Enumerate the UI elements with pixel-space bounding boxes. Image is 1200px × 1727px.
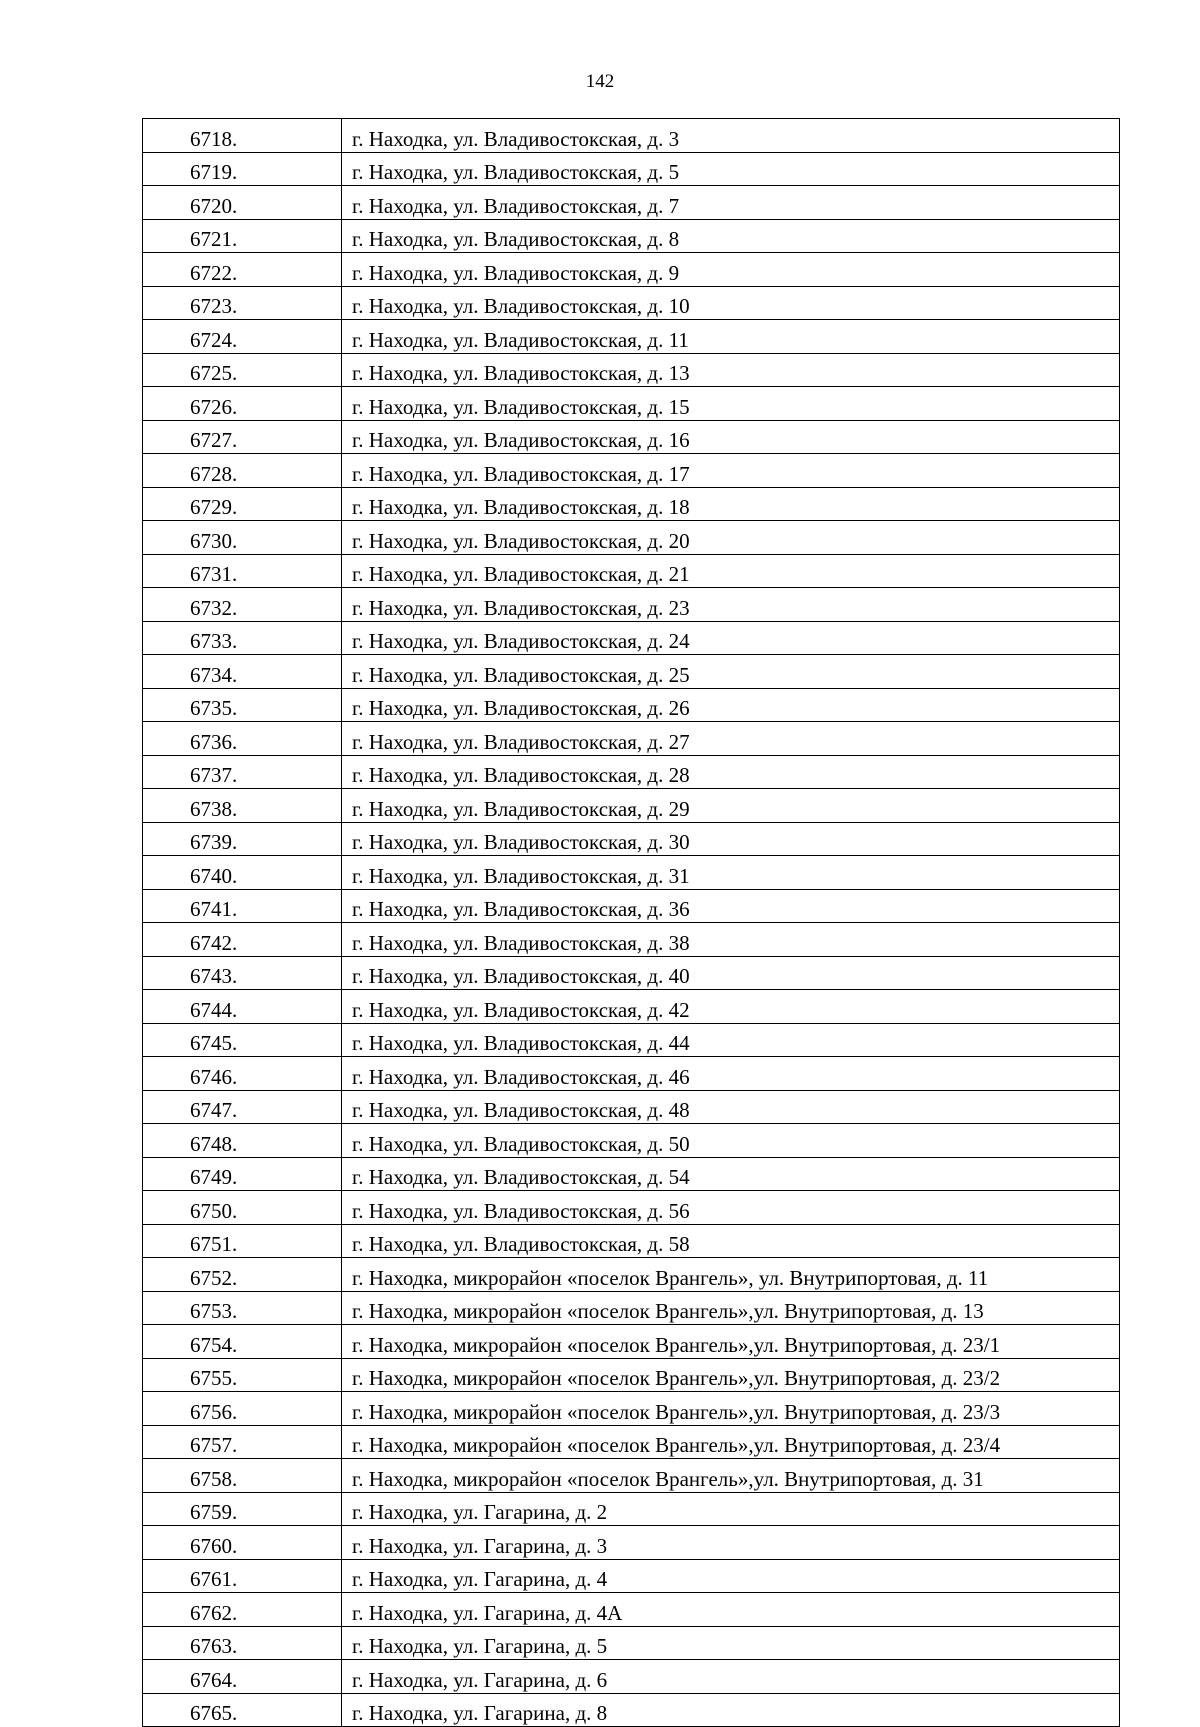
address-cell: г. Находка, ул. Владивостокская, д. 7 — [342, 186, 1120, 220]
row-number-cell: 6742. — [143, 923, 342, 957]
table-row — [143, 923, 1120, 957]
table-row — [143, 1425, 1120, 1459]
row-number-cell: 6744. — [143, 990, 342, 1024]
address-cell: г. Находка, ул. Владивостокская, д. 48 — [342, 1090, 1120, 1124]
table-row — [143, 789, 1120, 823]
address-cell: г. Находка, ул. Владивостокская, д. 15 — [342, 387, 1120, 421]
row-number-cell: 6722. — [143, 253, 342, 287]
table-row — [143, 186, 1120, 220]
row-number-cell: 6726. — [143, 387, 342, 421]
table-row — [143, 1291, 1120, 1325]
table-row — [143, 1057, 1120, 1091]
address-cell: г. Находка, ул. Владивостокская, д. 13 — [342, 353, 1120, 387]
table-row — [143, 454, 1120, 488]
address-cell: г. Находка, ул. Владивостокская, д. 8 — [342, 219, 1120, 253]
table-row — [143, 353, 1120, 387]
table-row — [143, 253, 1120, 287]
row-number-cell: 6730. — [143, 521, 342, 555]
address-cell: г. Находка, микрорайон «поселок Врангель»,ул. Внутрипортовая, д. 13 — [342, 1291, 1120, 1325]
address-cell: г. Находка, ул. Владивостокская, д. 5 — [342, 152, 1120, 186]
row-number-cell: 6731. — [143, 554, 342, 588]
table-row — [143, 1157, 1120, 1191]
address-cell: г. Находка, ул. Владивостокская, д. 20 — [342, 521, 1120, 555]
table-row — [143, 1593, 1120, 1627]
address-cell: г. Находка, микрорайон «поселок Врангель»,ул. Внутрипортовая, д. 23/2 — [342, 1358, 1120, 1392]
table-row — [143, 1660, 1120, 1694]
table-row — [143, 956, 1120, 990]
row-number-cell: 6755. — [143, 1358, 342, 1392]
address-cell: г. Находка, ул. Владивостокская, д. 44 — [342, 1023, 1120, 1057]
row-number-cell: 6764. — [143, 1660, 342, 1694]
address-cell: г. Находка, микрорайон «поселок Врангель»,ул. Внутрипортовая, д. 23/3 — [342, 1392, 1120, 1426]
table-row — [143, 554, 1120, 588]
table-row — [143, 1526, 1120, 1560]
address-cell: г. Находка, ул. Владивостокская, д. 50 — [342, 1124, 1120, 1158]
row-number-cell: 6723. — [143, 286, 342, 320]
address-cell: г. Находка, ул. Владивостокская, д. 30 — [342, 822, 1120, 856]
row-number-cell: 6721. — [143, 219, 342, 253]
table-row — [143, 521, 1120, 555]
table-row — [143, 1224, 1120, 1258]
address-cell: г. Находка, ул. Владивостокская, д. 24 — [342, 621, 1120, 655]
address-cell: г. Находка, ул. Владивостокская, д. 17 — [342, 454, 1120, 488]
row-number-cell: 6758. — [143, 1459, 342, 1493]
row-number-cell: 6754. — [143, 1325, 342, 1359]
row-number-cell: 6720. — [143, 186, 342, 220]
address-cell: г. Находка, ул. Владивостокская, д. 11 — [342, 320, 1120, 354]
table-row — [143, 1459, 1120, 1493]
address-cell: г. Находка, ул. Гагарина, д. 6 — [342, 1660, 1120, 1694]
row-number-cell: 6748. — [143, 1124, 342, 1158]
address-cell: г. Находка, ул. Владивостокская, д. 23 — [342, 588, 1120, 622]
table-row — [143, 588, 1120, 622]
table-row — [143, 1124, 1120, 1158]
row-number-cell: 6762. — [143, 1593, 342, 1627]
row-number-cell: 6752. — [143, 1258, 342, 1292]
address-cell: г. Находка, ул. Владивостокская, д. 9 — [342, 253, 1120, 287]
table-row — [143, 1258, 1120, 1292]
table-row — [143, 1492, 1120, 1526]
table-row — [143, 320, 1120, 354]
row-number-cell: 6733. — [143, 621, 342, 655]
row-number-cell: 6738. — [143, 789, 342, 823]
row-number-cell: 6756. — [143, 1392, 342, 1426]
row-number-cell: 6732. — [143, 588, 342, 622]
address-cell: г. Находка, ул. Гагарина, д. 5 — [342, 1626, 1120, 1660]
page-number: 142 — [585, 71, 615, 92]
row-number-cell: 6749. — [143, 1157, 342, 1191]
table-row — [143, 1693, 1120, 1727]
address-cell: г. Находка, ул. Владивостокская, д. 31 — [342, 856, 1120, 890]
row-number-cell: 6741. — [143, 889, 342, 923]
row-number-cell: 6740. — [143, 856, 342, 890]
address-cell: г. Находка, ул. Гагарина, д. 4 — [342, 1559, 1120, 1593]
row-number-cell: 6763. — [143, 1626, 342, 1660]
address-cell: г. Находка, микрорайон «поселок Врангель»,ул. Внутрипортовая, д. 23/1 — [342, 1325, 1120, 1359]
table-row — [143, 889, 1120, 923]
address-cell: г. Находка, ул. Владивостокская, д. 16 — [342, 420, 1120, 454]
address-cell: г. Находка, ул. Владивостокская, д. 46 — [342, 1057, 1120, 1091]
address-cell: г. Находка, ул. Владивостокская, д. 56 — [342, 1191, 1120, 1225]
table-row — [143, 387, 1120, 421]
row-number-cell: 6760. — [143, 1526, 342, 1560]
table-row — [143, 822, 1120, 856]
table-row — [143, 1626, 1120, 1660]
address-cell: г. Находка, микрорайон «поселок Врангель», ул. Внутрипортовая, д. 11 — [342, 1258, 1120, 1292]
row-number-cell: 6747. — [143, 1090, 342, 1124]
table-row — [143, 722, 1120, 756]
row-number-cell: 6757. — [143, 1425, 342, 1459]
row-number-cell: 6725. — [143, 353, 342, 387]
address-cell: г. Находка, микрорайон «поселок Врангель»,ул. Внутрипортовая, д. 31 — [342, 1459, 1120, 1493]
table-row — [143, 1392, 1120, 1426]
row-number-cell: 6765. — [143, 1693, 342, 1727]
row-number-cell: 6729. — [143, 487, 342, 521]
table-row — [143, 219, 1120, 253]
address-cell: г. Находка, ул. Владивостокская, д. 18 — [342, 487, 1120, 521]
table-row — [143, 1023, 1120, 1057]
address-cell: г. Находка, ул. Владивостокская, д. 38 — [342, 923, 1120, 957]
address-cell: г. Находка, ул. Владивостокская, д. 25 — [342, 655, 1120, 689]
table-row — [143, 755, 1120, 789]
row-number-cell: 6759. — [143, 1492, 342, 1526]
address-cell: г. Находка, ул. Гагарина, д. 3 — [342, 1526, 1120, 1560]
address-cell: г. Находка, ул. Владивостокская, д. 27 — [342, 722, 1120, 756]
table-row — [143, 1325, 1120, 1359]
address-cell: г. Находка, ул. Владивостокская, д. 54 — [342, 1157, 1120, 1191]
table-row — [143, 420, 1120, 454]
address-cell: г. Находка, ул. Владивостокская, д. 21 — [342, 554, 1120, 588]
row-number-cell: 6727. — [143, 420, 342, 454]
address-cell: г. Находка, ул. Гагарина, д. 8 — [342, 1693, 1120, 1727]
row-number-cell: 6751. — [143, 1224, 342, 1258]
row-number-cell: 6737. — [143, 755, 342, 789]
address-cell: г. Находка, ул. Владивостокская, д. 29 — [342, 789, 1120, 823]
table-row — [143, 1559, 1120, 1593]
table-row — [143, 1090, 1120, 1124]
row-number-cell: 6719. — [143, 152, 342, 186]
table-row — [143, 688, 1120, 722]
address-cell: г. Находка, ул. Владивостокская, д. 42 — [342, 990, 1120, 1024]
row-number-cell: 6753. — [143, 1291, 342, 1325]
row-number-cell: 6734. — [143, 655, 342, 689]
row-number-cell: 6724. — [143, 320, 342, 354]
table-row — [143, 856, 1120, 890]
table-row — [143, 1191, 1120, 1225]
table-row — [143, 990, 1120, 1024]
address-cell: г. Находка, ул. Владивостокская, д. 36 — [342, 889, 1120, 923]
row-number-cell: 6736. — [143, 722, 342, 756]
address-cell: г. Находка, ул. Гагарина, д. 2 — [342, 1492, 1120, 1526]
table-row — [143, 119, 1120, 153]
table-row — [143, 655, 1120, 689]
address-table — [142, 118, 1120, 1727]
row-number-cell: 6750. — [143, 1191, 342, 1225]
address-cell: г. Находка, ул. Владивостокская, д. 28 — [342, 755, 1120, 789]
address-cell: г. Находка, ул. Владивостокская, д. 40 — [342, 956, 1120, 990]
row-number-cell: 6735. — [143, 688, 342, 722]
address-cell: г. Находка, ул. Владивостокская, д. 3 — [342, 119, 1120, 153]
address-cell: г. Находка, ул. Владивостокская, д. 58 — [342, 1224, 1120, 1258]
row-number-cell: 6728. — [143, 454, 342, 488]
row-number-cell: 6739. — [143, 822, 342, 856]
address-table-body — [143, 119, 1120, 1727]
address-cell: г. Находка, ул. Владивостокская, д. 26 — [342, 688, 1120, 722]
table-row — [143, 286, 1120, 320]
address-cell: г. Находка, ул. Владивостокская, д. 10 — [342, 286, 1120, 320]
address-cell: г. Находка, микрорайон «поселок Врангель»,ул. Внутрипортовая, д. 23/4 — [342, 1425, 1120, 1459]
table-row — [143, 152, 1120, 186]
address-cell: г. Находка, ул. Гагарина, д. 4А — [342, 1593, 1120, 1627]
row-number-cell: 6743. — [143, 956, 342, 990]
row-number-cell: 6718. — [143, 119, 342, 153]
row-number-cell: 6745. — [143, 1023, 342, 1057]
table-row — [143, 1358, 1120, 1392]
row-number-cell: 6761. — [143, 1559, 342, 1593]
table-row — [143, 487, 1120, 521]
table-row — [143, 621, 1120, 655]
row-number-cell: 6746. — [143, 1057, 342, 1091]
